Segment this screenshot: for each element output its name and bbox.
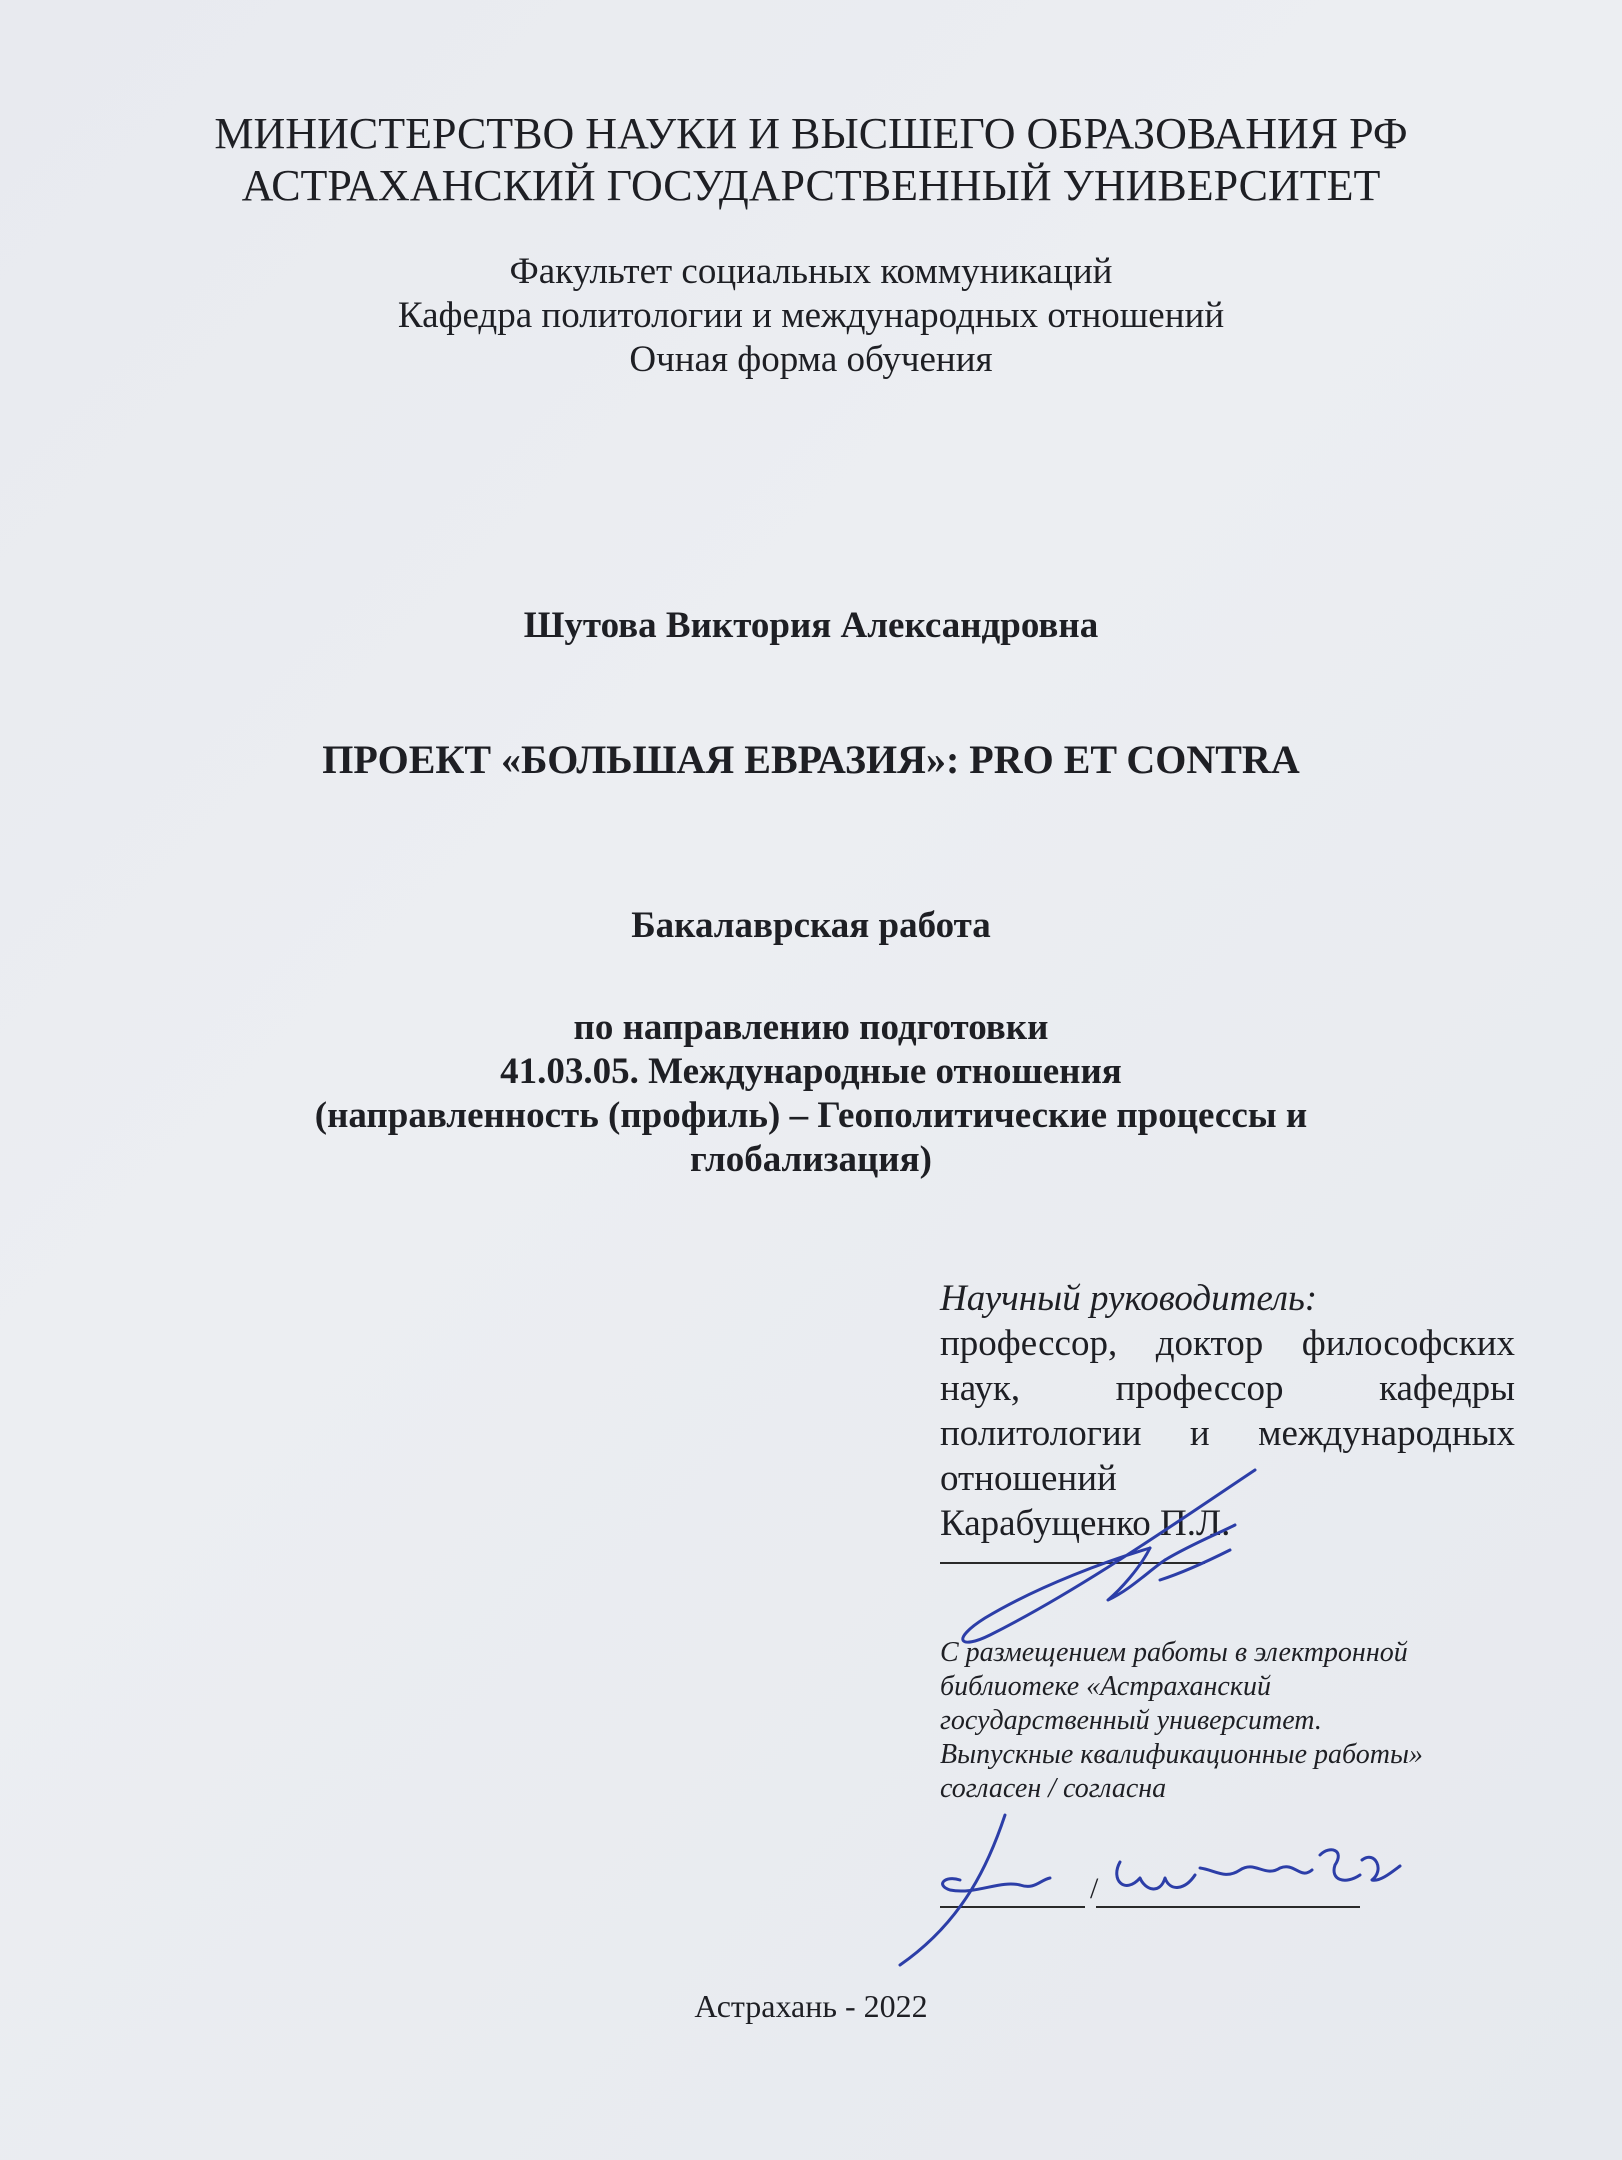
author-name: Шутова Виктория Александровна	[523, 605, 1099, 646]
thesis-title: ПРОЕКТ «БОЛЬШАЯ ЕВРАЗИЯ»: PRO ET CONTRA	[322, 737, 1300, 782]
signature-separator: /	[1090, 1872, 1099, 1905]
direction-line-4: глобализация)	[690, 1139, 932, 1180]
department-name: Кафедра политологии и международных отношений	[397, 295, 1225, 336]
consent-line-4: Выпускные квалификационные работы»	[940, 1739, 1423, 1770]
ministry-name: МИНИСТЕРСТВО НАУКИ И ВЫСШЕГО ОБРАЗОВАНИЯ РФ	[214, 109, 1408, 158]
work-type: Бакалаврская работа	[631, 905, 991, 946]
supervisor-name: Карабущенко П.Л.	[940, 1503, 1231, 1544]
supervisor-label: Научный руководитель:	[940, 1278, 1318, 1319]
city-year: Астрахань - 2022	[694, 1988, 928, 2024]
direction-line-2: 41.03.05. Международные отношения	[500, 1051, 1122, 1092]
consent-line-5: согласен / согласна	[940, 1773, 1167, 1804]
direction-line-1: по направлению подготовки	[573, 1007, 1049, 1048]
study-form: Очная форма обучения	[629, 339, 993, 380]
university-name: АСТРАХАНСКИЙ ГОСУДАРСТВЕННЫЙ УНИВЕРСИТЕТ	[241, 161, 1381, 210]
supervisor-position: профессор, доктор философских наук, профессор кафедры политологии и международных отношений	[940, 1323, 1515, 1499]
consent-line-3: государственный университет.	[940, 1705, 1322, 1736]
consent-line-1: С размещением работы в электронной	[940, 1637, 1408, 1668]
consent-line-2: библиотеке «Астраханский	[940, 1671, 1271, 1702]
direction-line-3: (направленность (профиль) – Геополитические процессы и	[314, 1095, 1308, 1136]
faculty-name: Факультет социальных коммуникаций	[509, 251, 1113, 292]
